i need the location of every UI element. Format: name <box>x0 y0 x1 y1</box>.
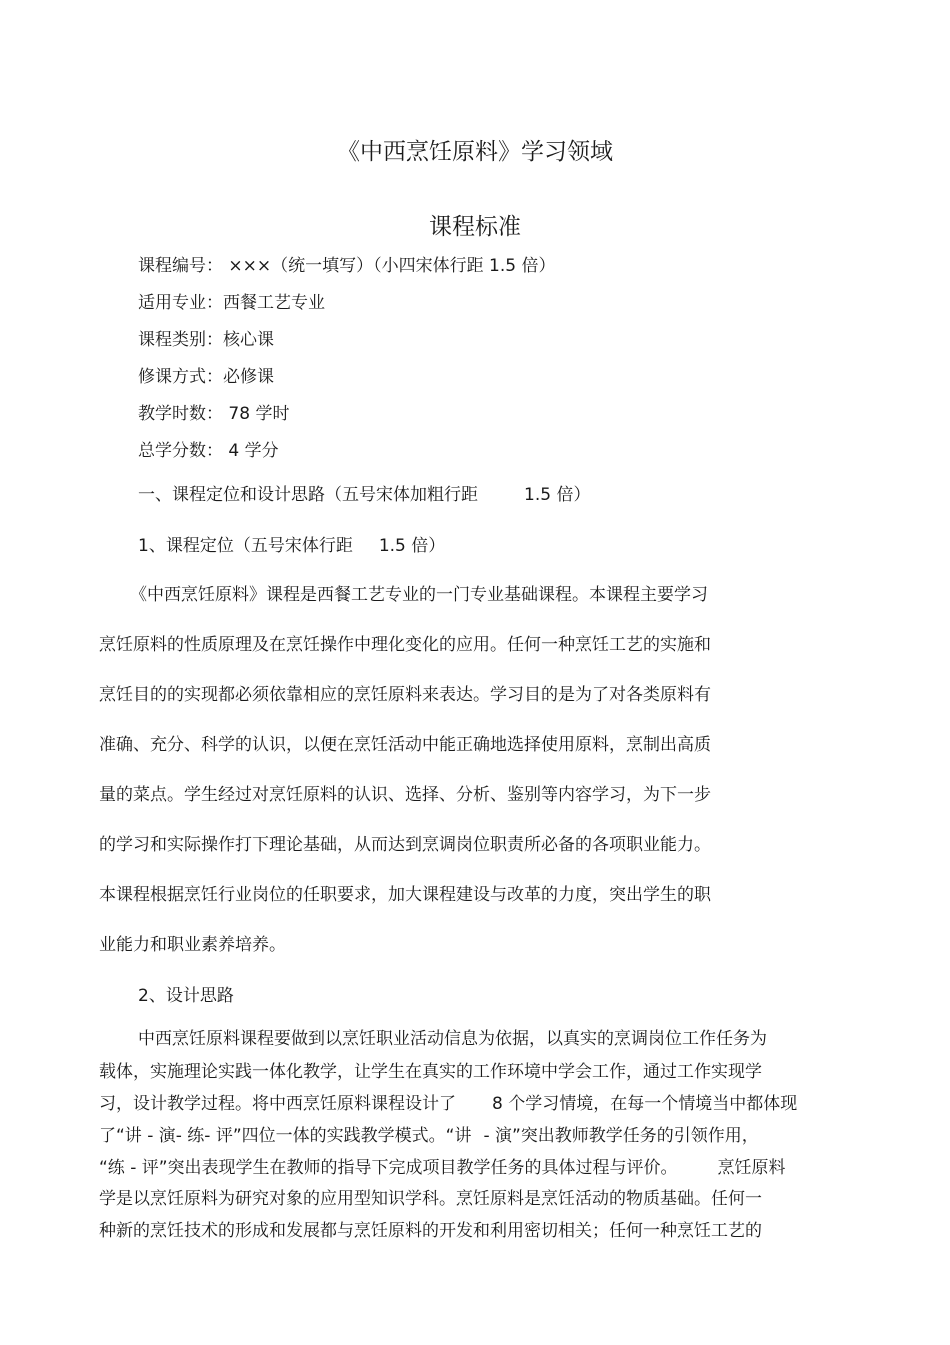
meta-credits: 总学分数： 4 学分 <box>138 441 279 461</box>
meta-course-number: 课程编号： ×××（统一填写）（小四宋体行距 1.5 倍） <box>138 256 556 276</box>
paragraph-line: 烹饪原料的性质原理及在烹饪操作中理化变化的应用。任何一种烹饪工艺的实施和 <box>99 635 711 655</box>
paragraph-line: 本课程根据烹饪行业岗位的任职要求，加大课程建设与改革的力度，突出学生的职 <box>99 885 711 905</box>
paragraph-line: 学是以烹饪原料为研究对象的应用型知识学科。烹饪原料是烹饪活动的物质基础。任何一 <box>99 1189 762 1209</box>
paragraph-line: 烹饪目的的实现都必须依靠相应的烹饪原料来表达。学习目的是为了对各类原料有 <box>99 685 711 705</box>
paragraph-line: 中西烹饪原料课程要做到以烹饪职业活动信息为依据，以真实的烹调岗位工作任务为 <box>138 1029 767 1049</box>
meta-category: 课程类别：核心课 <box>138 330 274 350</box>
paragraph-line: 量的菜点。学生经过对烹饪原料的认识、选择、分析、鉴别等内容学习，为下一步 <box>99 785 711 805</box>
meta-mode: 修课方式：必修课 <box>138 367 274 387</box>
paragraph-line: 业能力和职业素养培养。 <box>99 935 286 955</box>
paragraph-line <box>99 1125 759 1147</box>
paragraph-line: 的学习和实际操作打下理论基础，从而达到烹调岗位职责所必备的各项职业能力。 <box>99 835 711 855</box>
paragraph-line: 载体，实施理论实践一体化教学，让学生在真实的工作环境中学会工作，通过工作实现学 <box>99 1062 762 1082</box>
document-title: 《中西烹饪原料》学习领域 <box>337 139 613 165</box>
subsection-heading-design: 2、设计思路 <box>138 986 234 1006</box>
paragraph-segment: 了“讲 - 演- 练- 评”四位一体的实践教学模式。“讲 <box>99 1126 472 1146</box>
section-heading <box>138 484 590 506</box>
paragraph-line: 准确、充分、科学的认识，以便在烹饪活动中能正确地选择使用原料，烹制出高质 <box>99 735 711 755</box>
section-heading-tail: 1.5 倍） <box>524 485 591 505</box>
paragraph-line <box>99 1093 797 1115</box>
subsection-heading-positioning <box>138 535 445 557</box>
paragraph-line: 《中西烹饪原料》课程是西餐工艺专业的一门专业基础课程。本课程主要学习 <box>130 585 708 605</box>
meta-major: 适用专业：西餐工艺专业 <box>138 293 325 313</box>
paragraph-segment: 习，设计教学过程。将中西烹饪原料课程设计了 <box>99 1094 456 1114</box>
paragraph-line: 种新的烹饪技术的形成和发展都与烹饪原料的开发和利用密切相关；任何一种烹饪工艺的 <box>99 1221 762 1241</box>
section-heading-text: 一、课程定位和设计思路（五号宋体加粗行距 <box>138 485 478 505</box>
paragraph-segment: 8 个学习情境，在每一个情境当中都体现 <box>492 1094 798 1114</box>
subsection-heading-tail: 1.5 倍） <box>378 536 446 556</box>
paragraph-segment: 烹饪原料 <box>717 1158 786 1178</box>
subsection-heading-text: 1、课程定位（五号宋体行距 <box>138 536 353 556</box>
meta-hours: 教学时数： 78 学时 <box>138 404 290 424</box>
document-subtitle: 课程标准 <box>429 214 521 240</box>
paragraph-segment: “练 - 评”突出表现学生在教师的指导下完成项目教学任务的具体过程与评价。 <box>99 1158 678 1178</box>
paragraph-segment: - 演”突出教师教学任务的引领作用， <box>483 1126 759 1146</box>
paragraph-line <box>99 1157 786 1179</box>
